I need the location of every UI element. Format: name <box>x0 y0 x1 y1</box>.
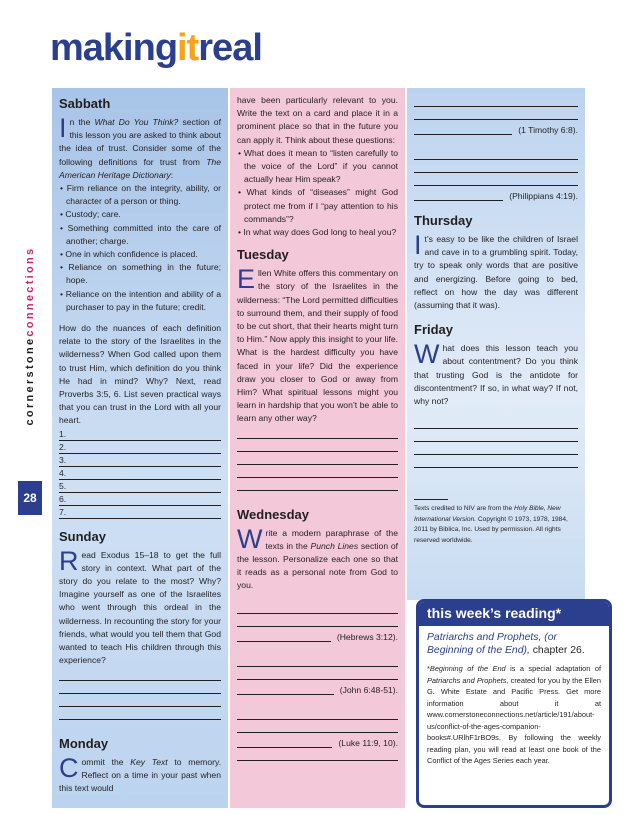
tuesday-body: Ellen White offers this commentary on the story of the Israelites in the wilderness: “The Lord permitted difficulties to surround them, and their supply of food to be cut short, that their hearts might turn to Him.” Now apply this insight to your life. What is the hardest difficulty you have faced in your life? Did the experience draw you closer to God or away from Him? What spiritual lessons might you learn in hardship that you won’t be able to learn any other way? <box>237 264 398 424</box>
answer-line[interactable] <box>237 654 398 667</box>
divider <box>414 492 448 500</box>
drop-cap: R <box>59 545 79 576</box>
answer-line[interactable] <box>237 667 398 680</box>
reference-line[interactable] <box>237 733 398 748</box>
sabbath-body: How do the nuances of each definition relate to the story of the Israelites in the wilderness? When God called upon them to trust Him, which definition do you think He had in mind? Why? Next, read Proverbs 3:5, 6. List seven practical ways that you can trust in the Lord with all your heart. <box>59 323 221 426</box>
list-item: • In what way does God long to heal you? <box>238 227 397 238</box>
answer-line[interactable] <box>414 429 578 442</box>
heading-tuesday: Tuesday <box>237 247 289 263</box>
drop-cap: I <box>59 113 67 143</box>
heading-sabbath: Sabbath <box>59 96 111 111</box>
reading-book: Patriarchs and Prophets, (or Beginning of the End), chapter 26. <box>427 632 585 656</box>
list-item: • Reliance on the intention and ability of a purchaser to pay in the future; credit. <box>60 288 221 312</box>
reference-timothy: (1 Timothy 6:8). <box>518 125 578 135</box>
list-item: • Firm reliance on the integrity, ability, or character of a person or thing. <box>60 183 221 207</box>
answer-line-6[interactable]: 6. <box>59 493 221 506</box>
answer-line-3[interactable]: 3. <box>59 454 221 467</box>
answer-line[interactable] <box>237 452 398 465</box>
answer-line[interactable] <box>59 707 221 720</box>
sidebar-label <box>18 230 42 510</box>
heading-thursday: Thursday <box>414 213 473 228</box>
column-tuesday-wednesday <box>230 88 405 808</box>
answer-line[interactable] <box>237 439 398 452</box>
reading-footnote: *Beginning of the End is a special adaptation of Patriarchs and Prophets, created for you by the Ellen G. White Estate and Pacific Press. Get more information about it at www.cornerstoneconnections.net/article/191/about-us/conflict-of-the-ages-companion-books#.URlhF1rBO9s. By following the weekly reading plan, you will read at least one book of the Conflict of the Ages Series each year. <box>427 664 602 765</box>
monday-continued: have been particularly relevant to you. Write the text on a card and place it in a prominent place so that in the future you can apply it. Think about these questions: <box>237 95 398 145</box>
answer-line[interactable] <box>59 694 221 707</box>
answer-line-4[interactable]: 4. <box>59 467 221 480</box>
answer-line[interactable] <box>237 426 398 439</box>
page-title: makingitreal <box>50 27 262 69</box>
sabbath-intro: In the What Do You Think? section of this lesson you are asked to think about the idea of trust. Consider some of the following definitions for trust from The American Heritage Dictionary: <box>59 113 221 180</box>
list-item: • Custody; care. <box>60 209 121 220</box>
heading-wednesday: Wednesday <box>237 506 310 522</box>
reference-luke: (Luke 11:9, 10). <box>338 737 398 748</box>
answer-line[interactable] <box>414 160 578 173</box>
answer-line-2[interactable]: 2. <box>59 441 221 454</box>
thursday-body: It’s easy to be like the children of Israel and cave in to a grumbling spirit. Today, try to speak only words that are positive and energizing. Before going to bed, reflect on how the day was different (assuming that it was). <box>414 230 578 311</box>
answer-line[interactable] <box>414 442 578 455</box>
friday-body: What does this lesson teach you about contentment? Do you think that trusting God is the antidote for discontentment? If so, in what way? If not, why not? <box>414 339 578 407</box>
answer-line[interactable] <box>237 465 398 478</box>
credit-note: Texts credited to NIV are from the Holy Bible, New International Version. Copyright © 1973, 1978, 1984, 2011 by Biblica, Inc. Used by permission. All rights reserved worldwide. <box>414 505 568 544</box>
heading-sunday: Sunday <box>59 528 106 544</box>
reference-philippians: (Philippians 4:19). <box>509 191 578 201</box>
answer-line[interactable] <box>237 707 398 720</box>
drop-cap: W <box>414 339 440 370</box>
list-item: • One in which confidence is placed. <box>60 249 198 260</box>
drop-cap: C <box>59 752 79 783</box>
answer-line-5[interactable]: 5. <box>59 480 221 493</box>
answer-line[interactable] <box>237 720 398 733</box>
sunday-body: Read Exodus 15–18 to get the full story in context. What part of the story do you relate to the most? Why? Imagine yourself as one of the Israelites who went through this ordeal in the wilderness. In recounting the story for your friends, what would you tell them that God wanted to teach His children through this experience? <box>59 545 221 666</box>
page-number: 28 <box>18 481 42 515</box>
list-item: • Reliance on something in the future; hope. <box>60 262 221 286</box>
answer-line-1[interactable]: 1. <box>59 428 221 441</box>
answer-line[interactable] <box>414 455 578 468</box>
wednesday-body: Write a modern paraphrase of the texts in the Punch Lines section of the lesson. Personalize each one so that it reads as a personal note from God to you. <box>237 523 399 591</box>
reference-line[interactable] <box>237 627 398 642</box>
answer-line[interactable] <box>237 478 398 491</box>
answer-line[interactable] <box>414 147 578 160</box>
column-sabbath-sunday-monday <box>52 88 228 808</box>
drop-cap: I <box>414 230 422 260</box>
reference-line[interactable] <box>414 186 578 201</box>
drop-cap: W <box>237 523 263 554</box>
answer-line[interactable] <box>414 173 578 186</box>
reference-john: (John 6:48-51). <box>339 684 398 695</box>
answer-line[interactable] <box>237 601 398 614</box>
reference-line[interactable] <box>237 680 398 695</box>
reading-heading: this week’s reading* <box>419 602 609 626</box>
answer-line[interactable] <box>414 416 578 429</box>
column-thursday-friday <box>407 88 585 600</box>
monday-body: Commit the Key Text to memory. Reflect on a time in your past when this text would <box>59 752 222 793</box>
list-item: • What does it mean to “listen carefully to the voice of the Lord” if you cannot actually hear Him speak? <box>238 147 398 185</box>
answer-line[interactable] <box>414 94 578 107</box>
sidebar-word-connections: connections <box>24 246 36 337</box>
heading-monday: Monday <box>59 735 109 751</box>
list-item: • What kinds of “diseases” might God protect me from if I “pay attention to his commands”? <box>238 187 398 224</box>
answer-line-7[interactable]: 7. <box>59 506 221 519</box>
answer-line[interactable] <box>237 614 398 627</box>
sidebar-word-cornerstone: cornerstone <box>24 336 36 426</box>
weekly-reading-box <box>416 599 612 808</box>
answer-line[interactable] <box>59 681 221 694</box>
answer-line[interactable] <box>59 668 221 681</box>
reference-line[interactable] <box>414 120 578 135</box>
list-item: • Something committed into the care of another; charge. <box>60 222 221 246</box>
answer-line[interactable] <box>237 748 398 761</box>
answer-line[interactable] <box>414 107 578 120</box>
reference-hebrews: (Hebrews 3:12). <box>336 631 398 642</box>
drop-cap: E <box>237 264 256 295</box>
heading-friday: Friday <box>414 322 454 338</box>
